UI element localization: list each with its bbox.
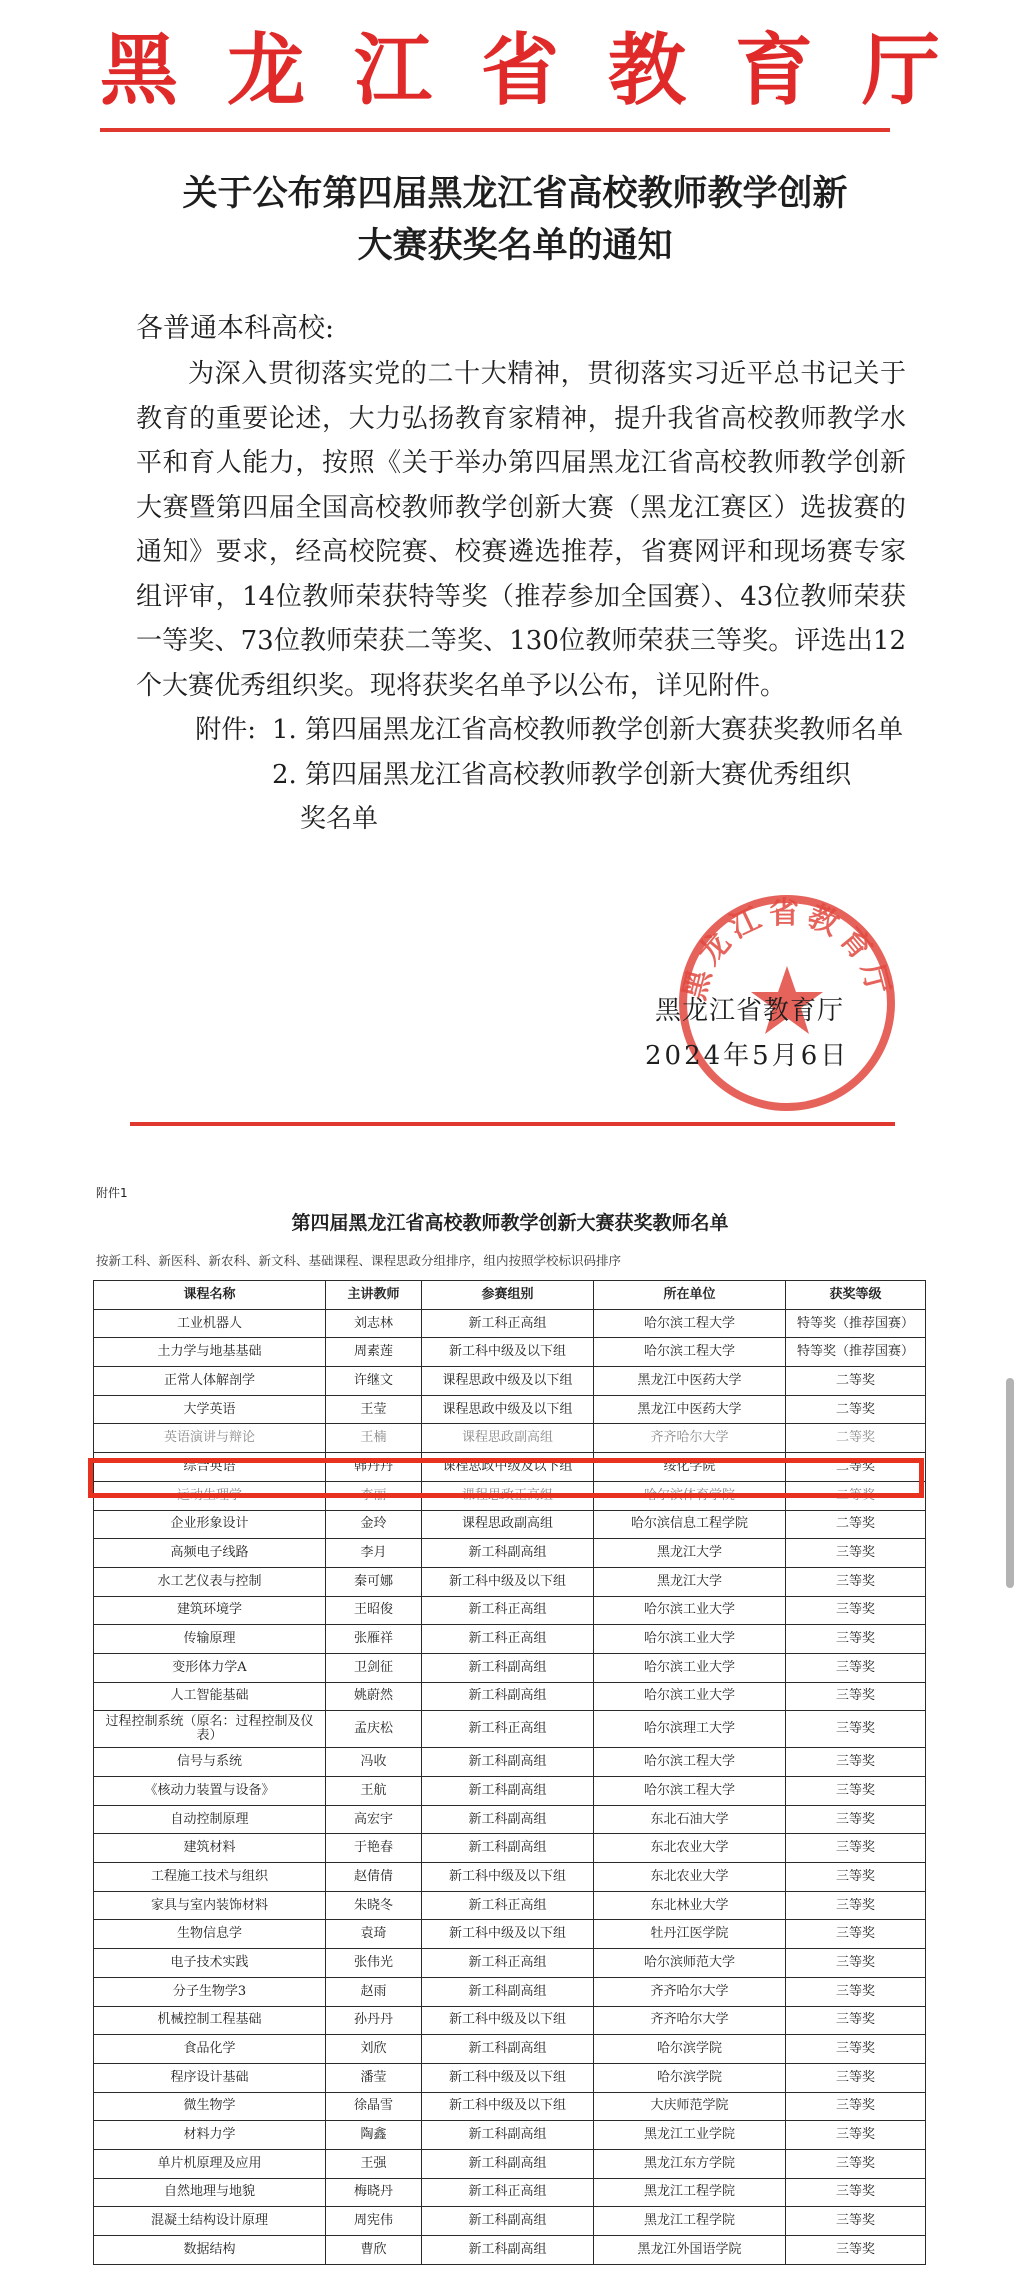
table-cell: 新工科副高组 <box>422 1653 594 1682</box>
table-row <box>94 2121 926 2150</box>
table-cell: 材料力学 <box>94 2121 326 2150</box>
table-cell: 新工科中级及以下组 <box>422 1863 594 1892</box>
table-cell: 三等奖 <box>786 1805 926 1834</box>
issuer-name: 黑龙江省教育厅 <box>655 996 845 1026</box>
table-row <box>94 1805 926 1834</box>
annex-title: 第四届黑龙江省高校教师教学创新大赛获奖教师名单 <box>291 1212 729 1234</box>
table-cell: 金玲 <box>326 1510 422 1539</box>
table-cell: 新工科副高组 <box>422 2236 594 2265</box>
table-cell: 新工科中级及以下组 <box>422 2092 594 2121</box>
table-cell: 刘志林 <box>326 1309 422 1338</box>
table-row <box>94 2207 926 2236</box>
letterhead-char: 江 <box>353 25 432 116</box>
table-row <box>94 1682 926 1711</box>
table-cell: 王昭俊 <box>326 1596 422 1625</box>
table-row <box>94 2035 926 2064</box>
table-cell: 课程思政正高组 <box>422 1481 594 1510</box>
table-cell: 新工科正高组 <box>422 1711 594 1748</box>
table-cell: 三等奖 <box>786 2121 926 2150</box>
table-row <box>94 1539 926 1568</box>
table-cell: 《核动力装置与设备》 <box>94 1777 326 1806</box>
table-row <box>94 1653 926 1682</box>
table-cell: 孙丹丹 <box>326 2006 422 2035</box>
table-row <box>94 1711 926 1748</box>
table-cell: 东北农业大学 <box>594 1863 786 1892</box>
table-cell: 周素莲 <box>326 1338 422 1367</box>
table-cell: 哈尔滨学院 <box>594 2035 786 2064</box>
table-cell: 三等奖 <box>786 1653 926 1682</box>
highlight-box <box>88 1458 924 1498</box>
table-cell: 王楠 <box>326 1424 422 1453</box>
table-cell: 三等奖 <box>786 1596 926 1625</box>
table-cell: 课程思政中级及以下组 <box>422 1367 594 1396</box>
table-cell: 英语演讲与辩论 <box>94 1424 326 1453</box>
table-cell: 机械控制工程基础 <box>94 2006 326 2035</box>
table-cell: 三等奖 <box>786 1920 926 1949</box>
table-cell: 新工科中级及以下组 <box>422 2063 594 2092</box>
table-cell: 新工科正高组 <box>422 1309 594 1338</box>
table-row <box>94 1977 926 2006</box>
attachment-item-2-cont: 奖名单 <box>300 804 379 834</box>
annex-note: 按新工科、新医科、新农科、新文科、基础课程、课程思政分组排序，组内按照学校标识码排序 <box>96 1253 622 1268</box>
table-cell: 李丽 <box>326 1481 422 1510</box>
table-cell: 哈尔滨理工大学 <box>594 1711 786 1748</box>
table-row <box>94 1338 926 1367</box>
table-row <box>94 2006 926 2035</box>
table-cell: 三等奖 <box>786 2236 926 2265</box>
table-cell: 周宪伟 <box>326 2207 422 2236</box>
table-cell: 曹欣 <box>326 2236 422 2265</box>
table-cell: 张伟光 <box>326 1949 422 1978</box>
table-cell: 新工科副高组 <box>422 1805 594 1834</box>
column-header: 课程名称 <box>94 1281 326 1310</box>
table-cell: 三等奖 <box>786 1977 926 2006</box>
table-cell: 东北林业大学 <box>594 1891 786 1920</box>
table-row <box>94 1777 926 1806</box>
column-header: 参赛组别 <box>422 1281 594 1310</box>
table-row <box>94 1863 926 1892</box>
salutation: 各普通本科高校: <box>136 313 335 344</box>
table-cell: 新工科副高组 <box>422 1977 594 2006</box>
table-cell: 微生物学 <box>94 2092 326 2121</box>
table-cell: 食品化学 <box>94 2035 326 2064</box>
table-cell: 信号与系统 <box>94 1748 326 1777</box>
table-cell: 哈尔滨体育学院 <box>594 1481 786 1510</box>
table-cell: 王航 <box>326 1777 422 1806</box>
table-cell: 哈尔滨学院 <box>594 2063 786 2092</box>
table-cell: 人工智能基础 <box>94 1682 326 1711</box>
letterhead-char: 省 <box>480 25 559 116</box>
table-row <box>94 2063 926 2092</box>
table-cell: 三等奖 <box>786 1834 926 1863</box>
table-cell: 王强 <box>326 2149 422 2178</box>
table-cell: 许继文 <box>326 1367 422 1396</box>
table-cell: 哈尔滨工业大学 <box>594 1625 786 1654</box>
table-row <box>94 1367 926 1396</box>
table-cell: 课程思政副高组 <box>422 1424 594 1453</box>
table-row <box>94 2236 926 2265</box>
table-cell: 三等奖 <box>786 1567 926 1596</box>
table-cell: 三等奖 <box>786 1863 926 1892</box>
table-cell: 三等奖 <box>786 2092 926 2121</box>
table-cell: 韩丹丹 <box>326 1453 422 1482</box>
attachment-item-2: 2. 第四届黑龙江省高校教师教学创新大赛优秀组织 <box>272 759 852 790</box>
table-cell: 二等奖 <box>786 1367 926 1396</box>
body-paragraph: 为深入贯彻落实党的二十大精神，贯彻落实习近平总书记关于教育的重要论述，大力弘扬教育家精神，提升我省高校教师教学水平和育人能力，按照《关于举办第四届黑龙江省高校教师教学创新大赛暨第四届全国高校教师教学创新大赛（黑龙江赛区）选拔赛的通知》要求，经高校院赛、校赛遴选推荐，省赛网评和现场赛专家组评审，14位教师荣获特等奖（推荐参加全国赛）、43位教师荣获一等奖、73位教师荣获二等奖、130位教师荣获三等奖。评选出12个大赛优秀组织奖。现将获奖名单予以公布，详见附件。 <box>136 359 906 701</box>
table-cell: 牡丹江医学院 <box>594 1920 786 1949</box>
table-cell: 单片机原理及应用 <box>94 2149 326 2178</box>
table-cell: 企业形象设计 <box>94 1510 326 1539</box>
table-row <box>94 1748 926 1777</box>
table-cell: 东北农业大学 <box>594 1834 786 1863</box>
letterhead-char: 教 <box>607 25 686 116</box>
seal-text: 黑龙江省教育厅 <box>676 895 898 1004</box>
table-cell: 黑龙江工程学院 <box>594 2207 786 2236</box>
table-cell: 新工科正高组 <box>422 2178 594 2207</box>
letterhead-char: 厅 <box>861 25 940 116</box>
table-row <box>94 1567 926 1596</box>
winners-table <box>93 1280 926 2265</box>
table-cell: 三等奖 <box>786 1777 926 1806</box>
table-cell: 土力学与地基基础 <box>94 1338 326 1367</box>
table-cell: 数据结构 <box>94 2236 326 2265</box>
table-cell: 黑龙江大学 <box>594 1567 786 1596</box>
table-cell: 黑龙江工程学院 <box>594 2178 786 2207</box>
table-cell: 三等奖 <box>786 1625 926 1654</box>
table-cell: 齐齐哈尔大学 <box>594 1977 786 2006</box>
letterhead-char: 龙 <box>226 25 305 116</box>
notice-title <box>120 168 910 272</box>
table-cell: 新工科副高组 <box>422 2121 594 2150</box>
notice-title-line-1: 关于公布第四届黑龙江省高校教师教学创新 <box>182 173 848 214</box>
table-cell: 哈尔滨工业大学 <box>594 1682 786 1711</box>
table-cell: 黑龙江中医药大学 <box>594 1367 786 1396</box>
table-row <box>94 1834 926 1863</box>
table-cell: 袁琦 <box>326 1920 422 1949</box>
table-row <box>94 1309 926 1338</box>
table-cell: 新工科副高组 <box>422 2207 594 2236</box>
table-cell: 新工科中级及以下组 <box>422 1567 594 1596</box>
table-row <box>94 1596 926 1625</box>
table-cell: 哈尔滨工程大学 <box>594 1777 786 1806</box>
table-cell: 二等奖 <box>786 1424 926 1453</box>
table-cell: 特等奖（推荐国赛） <box>786 1309 926 1338</box>
table-cell: 程序设计基础 <box>94 2063 326 2092</box>
table-cell: 自然地理与地貌 <box>94 2178 326 2207</box>
table-cell: 生物信息学 <box>94 1920 326 1949</box>
table-cell: 陶鑫 <box>326 2121 422 2150</box>
letterhead-char: 黑 <box>100 25 179 116</box>
table-cell: 传输原理 <box>94 1625 326 1654</box>
table-cell: 新工科正高组 <box>422 1949 594 1978</box>
table-cell: 卫剑征 <box>326 1653 422 1682</box>
table-cell: 哈尔滨信息工程学院 <box>594 1510 786 1539</box>
table-row <box>94 1625 926 1654</box>
table-cell: 运动生理学 <box>94 1481 326 1510</box>
table-cell: 张雁祥 <box>326 1625 422 1654</box>
table-cell: 水工艺仪表与控制 <box>94 1567 326 1596</box>
table-cell: 课程思政中级及以下组 <box>422 1453 594 1482</box>
table-cell: 新工科副高组 <box>422 1777 594 1806</box>
table-cell: 新工科中级及以下组 <box>422 1920 594 1949</box>
notice-title-line-2: 大赛获奖名单的通知 <box>357 225 673 266</box>
table-cell: 新工科副高组 <box>422 2149 594 2178</box>
table-cell: 黑龙江外国语学院 <box>594 2236 786 2265</box>
table-cell: 高频电子线路 <box>94 1539 326 1568</box>
table-cell: 过程控制系统（原名：过程控制及仪表） <box>94 1711 326 1748</box>
table-cell: 工业机器人 <box>94 1309 326 1338</box>
table-cell: 三等奖 <box>786 1682 926 1711</box>
column-header: 获奖等级 <box>786 1281 926 1310</box>
table-cell: 李月 <box>326 1539 422 1568</box>
letterhead-char: 育 <box>734 25 813 116</box>
table-cell: 二等奖 <box>786 1510 926 1539</box>
annex-label: 附件1 <box>96 1186 128 1200</box>
table-cell: 徐晶雪 <box>326 2092 422 2121</box>
table-row <box>94 1395 926 1424</box>
table-cell: 二等奖 <box>786 1481 926 1510</box>
table-cell: 朱晓冬 <box>326 1891 422 1920</box>
table-cell: 三等奖 <box>786 1748 926 1777</box>
letterhead <box>100 18 940 116</box>
column-header: 主讲教师 <box>326 1281 422 1310</box>
table-cell: 三等奖 <box>786 2063 926 2092</box>
table-cell: 三等奖 <box>786 2207 926 2236</box>
table-cell: 哈尔滨工业大学 <box>594 1653 786 1682</box>
table-cell: 新工科副高组 <box>422 1834 594 1863</box>
table-cell: 二等奖 <box>786 1453 926 1482</box>
table-row <box>94 2149 926 2178</box>
table-cell: 哈尔滨工程大学 <box>594 1748 786 1777</box>
table-cell: 三等奖 <box>786 2178 926 2207</box>
table-cell: 变形体力学A <box>94 1653 326 1682</box>
table-cell: 综合英语 <box>94 1453 326 1482</box>
table-row <box>94 2092 926 2121</box>
table-cell: 梅晓丹 <box>326 2178 422 2207</box>
table-cell: 新工科正高组 <box>422 1891 594 1920</box>
table-cell: 课程思政中级及以下组 <box>422 1395 594 1424</box>
scrollbar-thumb[interactable] <box>1006 1378 1014 1588</box>
table-cell: 三等奖 <box>786 1949 926 1978</box>
table-cell: 自动控制原理 <box>94 1805 326 1834</box>
table-cell: 建筑材料 <box>94 1834 326 1863</box>
table-cell: 电子技术实践 <box>94 1949 326 1978</box>
table-cell: 齐齐哈尔大学 <box>594 2006 786 2035</box>
table-cell: 黑龙江工业学院 <box>594 2121 786 2150</box>
table-cell: 家具与室内装饰材料 <box>94 1891 326 1920</box>
table-cell: 哈尔滨师范大学 <box>594 1949 786 1978</box>
table-row <box>94 1920 926 1949</box>
table-cell: 三等奖 <box>786 2149 926 2178</box>
table-cell: 绥化学院 <box>594 1453 786 1482</box>
table-cell: 课程思政副高组 <box>422 1510 594 1539</box>
table-cell: 工程施工技术与组织 <box>94 1863 326 1892</box>
table-row <box>94 1424 926 1453</box>
table-cell: 王莹 <box>326 1395 422 1424</box>
table-row <box>94 1891 926 1920</box>
table-cell: 黑龙江中医药大学 <box>594 1395 786 1424</box>
table-header-row <box>94 1281 926 1310</box>
table-cell: 正常人体解剖学 <box>94 1367 326 1396</box>
notice-body <box>136 352 906 842</box>
table-cell: 冯收 <box>326 1748 422 1777</box>
table-cell: 秦可娜 <box>326 1567 422 1596</box>
attachment-item-1: 1. 第四届黑龙江省高校教师教学创新大赛获奖教师名单 <box>272 715 904 745</box>
footer-rule <box>130 1122 895 1126</box>
table-cell: 新工科副高组 <box>422 2035 594 2064</box>
table-cell: 新工科中级及以下组 <box>422 2006 594 2035</box>
table-cell: 混凝土结构设计原理 <box>94 2207 326 2236</box>
table-cell: 三等奖 <box>786 1891 926 1920</box>
table-row <box>94 1510 926 1539</box>
table-cell: 姚蔚然 <box>326 1682 422 1711</box>
table-cell: 二等奖 <box>786 1395 926 1424</box>
table-cell: 孟庆松 <box>326 1711 422 1748</box>
table-cell: 于艳春 <box>326 1834 422 1863</box>
table-cell: 大庆师范学院 <box>594 2092 786 2121</box>
table-cell: 潘莹 <box>326 2063 422 2092</box>
column-header: 所在单位 <box>594 1281 786 1310</box>
table-cell: 分子生物学3 <box>94 1977 326 2006</box>
table-cell: 三等奖 <box>786 1539 926 1568</box>
table-cell: 新工科副高组 <box>422 1748 594 1777</box>
letterhead-rule <box>100 128 890 132</box>
attachments-label: 附件: <box>195 715 256 745</box>
table-cell: 赵倩倩 <box>326 1863 422 1892</box>
table-cell: 新工科副高组 <box>422 1539 594 1568</box>
table-cell: 新工科中级及以下组 <box>422 1338 594 1367</box>
table-cell: 黑龙江大学 <box>594 1539 786 1568</box>
table-cell: 齐齐哈尔大学 <box>594 1424 786 1453</box>
table-row <box>94 2178 926 2207</box>
table-cell: 新工科正高组 <box>422 1596 594 1625</box>
table-cell: 三等奖 <box>786 1711 926 1748</box>
table-cell: 黑龙江东方学院 <box>594 2149 786 2178</box>
table-cell: 哈尔滨工程大学 <box>594 1338 786 1367</box>
table-cell: 刘欣 <box>326 2035 422 2064</box>
table-cell: 哈尔滨工程大学 <box>594 1309 786 1338</box>
table-cell: 建筑环境学 <box>94 1596 326 1625</box>
table-cell: 三等奖 <box>786 2006 926 2035</box>
table-cell: 新工科副高组 <box>422 1682 594 1711</box>
table-cell: 哈尔滨工业大学 <box>594 1596 786 1625</box>
table-cell: 东北石油大学 <box>594 1805 786 1834</box>
table-cell: 三等奖 <box>786 2035 926 2064</box>
table-row <box>94 1949 926 1978</box>
table-cell: 赵雨 <box>326 1977 422 2006</box>
table-cell: 大学英语 <box>94 1395 326 1424</box>
issue-date: 2024年5月6日 <box>645 1041 850 1071</box>
table-cell: 新工科正高组 <box>422 1625 594 1654</box>
table-cell: 特等奖（推荐国赛） <box>786 1338 926 1367</box>
table-cell: 高宏宇 <box>326 1805 422 1834</box>
